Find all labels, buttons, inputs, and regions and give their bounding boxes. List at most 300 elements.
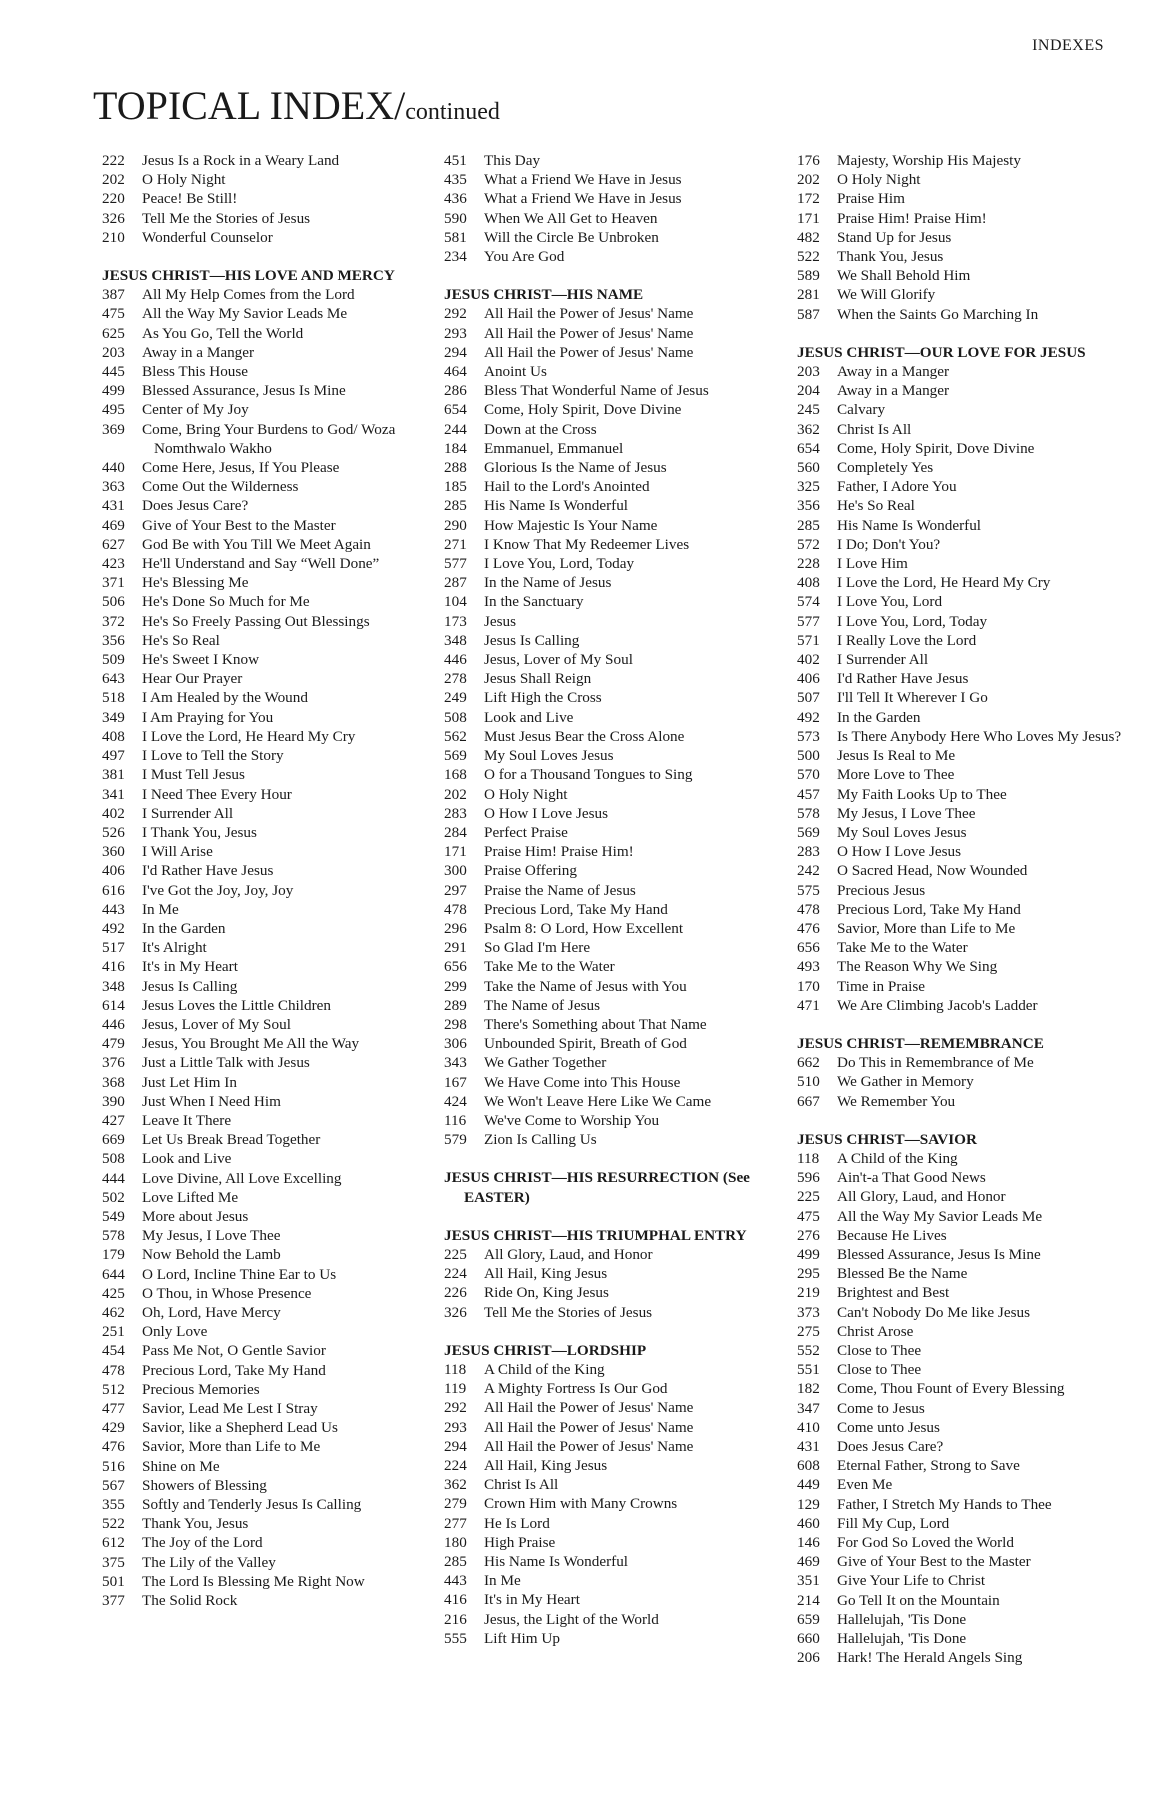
- index-entry: [797, 1092, 1142, 1111]
- hymn-number: 477: [102, 1400, 125, 1417]
- hymn-title: Just When I Need Him: [142, 1092, 281, 1110]
- index-section: [797, 343, 1142, 1015]
- hymn-number: 402: [102, 804, 125, 822]
- index-entry: [102, 1226, 432, 1245]
- index-entry: [444, 669, 774, 688]
- hymn-number: 579: [444, 1131, 467, 1149]
- hymn-title: I Surrender All: [837, 651, 929, 669]
- hymn-number: 299: [444, 977, 467, 995]
- hymn-title: Hear Our Prayer: [142, 670, 243, 688]
- index-entry: [444, 1456, 774, 1475]
- hymn-title: Jesus, the Light of the World: [484, 1610, 659, 1628]
- hymn-title: Take Me to the Water: [484, 958, 615, 976]
- index-entry: [102, 1341, 432, 1360]
- index-entry: [102, 420, 432, 458]
- index-entry: [102, 612, 432, 631]
- index-entry: [102, 727, 432, 746]
- index-entry: [102, 688, 432, 707]
- hymn-number: 656: [797, 939, 820, 957]
- hymn-title: Come, Bring Your Burdens to God/ Woza Nomthwalo Wakho: [142, 420, 396, 457]
- hymn-number: 278: [444, 670, 467, 688]
- hymn-number: 146: [797, 1534, 820, 1552]
- hymn-title: Take Me to the Water: [837, 939, 968, 957]
- hymn-title: Only Love: [142, 1323, 208, 1341]
- hymn-title: Let Us Break Bread Together: [142, 1131, 321, 1149]
- index-entry: [102, 1303, 432, 1322]
- entry-list: [797, 362, 1142, 1015]
- hymn-title: Now Behold the Lamb: [142, 1246, 281, 1264]
- index-entry: [102, 1265, 432, 1284]
- index-entry: [797, 592, 1142, 611]
- hymn-title: We Shall Behold Him: [837, 267, 971, 285]
- hymn-number: 225: [797, 1188, 820, 1206]
- hymn-title: Jesus Is Calling: [484, 631, 580, 649]
- hymn-title: Shine on Me: [142, 1457, 220, 1475]
- index-entry: [444, 228, 774, 247]
- index-entry: [102, 938, 432, 957]
- index-entry: [797, 688, 1142, 707]
- index-entry: [444, 247, 774, 266]
- index-entry: [102, 496, 432, 515]
- hymn-title: Savior, More than Life to Me: [837, 919, 1016, 937]
- hymn-title: Savior, Lead Me Lest I Stray: [142, 1400, 318, 1417]
- hymn-number: 173: [444, 612, 467, 630]
- hymn-title: The Joy of the Lord: [142, 1534, 263, 1552]
- hymn-number: 478: [444, 900, 467, 918]
- hymn-number: 443: [444, 1572, 467, 1590]
- index-entry: [102, 1533, 432, 1552]
- entry-list: [797, 1053, 1142, 1111]
- hymn-number: 129: [797, 1495, 820, 1513]
- hymn-title: All the Way My Savior Leads Me: [142, 305, 348, 323]
- hymn-number: 406: [102, 862, 125, 880]
- hymn-number: 445: [102, 363, 125, 381]
- index-entry: [444, 573, 774, 592]
- index-section: [444, 151, 774, 266]
- hymn-title: All Glory, Laud, and Honor: [484, 1245, 653, 1263]
- hymn-number: 373: [797, 1303, 820, 1321]
- index-entry: [102, 823, 432, 842]
- hymn-number: 185: [444, 478, 467, 496]
- index-entry: [444, 381, 774, 400]
- hymn-title: Lift Him Up: [484, 1629, 560, 1647]
- hymn-number: 478: [102, 1361, 125, 1379]
- hymn-number: 285: [444, 1553, 467, 1571]
- index-entry: [102, 189, 432, 208]
- hymn-number: 172: [797, 190, 820, 208]
- page-title-main: TOPICAL INDEX/: [93, 83, 406, 128]
- index-entry: [797, 1207, 1142, 1226]
- index-section: [797, 151, 1142, 324]
- index-entry: [102, 477, 432, 496]
- hymn-title: Give Your Life to Christ: [837, 1572, 986, 1590]
- index-entry: [797, 305, 1142, 324]
- index-entry: [797, 727, 1142, 746]
- hymn-number: 427: [102, 1111, 125, 1129]
- hymn-title: Close to Thee: [837, 1341, 922, 1359]
- index-entry: [797, 554, 1142, 573]
- hymn-number: 214: [797, 1591, 820, 1609]
- index-entry: [102, 746, 432, 765]
- index-section: [797, 1034, 1142, 1111]
- hymn-number: 104: [444, 593, 467, 611]
- hymn-number: 469: [797, 1553, 820, 1571]
- hymn-title: Psalm 8: O Lord, How Excellent: [484, 919, 684, 937]
- hymn-number: 549: [102, 1207, 125, 1225]
- hymn-title: I'd Rather Have Jesus: [837, 670, 969, 688]
- hymn-number: 406: [797, 670, 820, 688]
- index-entry: [444, 420, 774, 439]
- index-section: [102, 151, 432, 247]
- hymn-title: Can't Nobody Do Me like Jesus: [837, 1303, 1030, 1321]
- index-entry: [797, 1495, 1142, 1514]
- hymn-title: Jesus, Lover of My Soul: [142, 1015, 291, 1033]
- index-entry: [102, 861, 432, 880]
- hymn-title: We Have Come into This House: [484, 1073, 681, 1091]
- hymn-number: 226: [444, 1284, 467, 1302]
- hymn-title: Praise Offering: [484, 862, 577, 880]
- hymn-title: Jesus, You Brought Me All the Way: [142, 1035, 360, 1053]
- index-entry: [102, 1457, 432, 1476]
- index-entry: [102, 1207, 432, 1226]
- index-entry: [102, 285, 432, 304]
- hymn-number: 275: [797, 1322, 820, 1340]
- hymn-number: 410: [797, 1418, 820, 1436]
- hymn-number: 244: [444, 420, 467, 438]
- hymn-title: In the Garden: [142, 919, 226, 937]
- index-entry: [102, 381, 432, 400]
- hymn-number: 440: [102, 459, 125, 477]
- index-entry: [444, 1283, 774, 1302]
- hymn-number: 283: [797, 843, 820, 861]
- hymn-title: How Majestic Is Your Name: [484, 516, 658, 534]
- hymn-title: O How I Love Jesus: [484, 804, 609, 822]
- index-entry: [102, 765, 432, 784]
- index-entry: [797, 496, 1142, 515]
- hymn-title: Blessed Be the Name: [837, 1265, 968, 1283]
- hymn-title: All the Way My Savior Leads Me: [837, 1207, 1043, 1225]
- hymn-title: Praise Him! Praise Him!: [484, 843, 634, 861]
- hymn-title: Does Jesus Care?: [837, 1438, 944, 1455]
- hymn-title: I Am Praying for You: [142, 708, 274, 726]
- hymn-number: 356: [102, 631, 125, 649]
- hymn-number: 552: [797, 1341, 820, 1359]
- hymn-title: Even Me: [837, 1476, 893, 1494]
- index-entry: [102, 650, 432, 669]
- hymn-title: Hallelujah, 'Tis Done: [837, 1630, 967, 1648]
- hymn-number: 436: [444, 190, 467, 208]
- hymn-number: 285: [797, 516, 820, 534]
- index-entry: [444, 919, 774, 938]
- index-entry: [797, 228, 1142, 247]
- hymn-title: His Name Is Wonderful: [484, 1553, 629, 1571]
- hymn-number: 296: [444, 919, 467, 937]
- hymn-number: 118: [444, 1360, 467, 1378]
- hymn-title: We Gather Together: [484, 1054, 607, 1072]
- hymn-title: Thank You, Jesus: [837, 248, 944, 266]
- index-entry: [102, 170, 432, 189]
- hymn-title: Peace! Be Still!: [142, 190, 238, 208]
- hymn-number: 202: [797, 171, 820, 189]
- hymn-title: Christ Arose: [837, 1322, 914, 1340]
- hymn-title: It's Alright: [142, 939, 207, 957]
- section-heading: JESUS CHRIST—HIS LOVE AND MERCY: [102, 267, 395, 285]
- index-entry: [102, 977, 432, 996]
- hymn-number: 590: [444, 209, 467, 227]
- hymn-number: 660: [797, 1630, 820, 1648]
- hymn-number: 495: [102, 401, 125, 419]
- hymn-number: 293: [444, 324, 467, 342]
- index-entry: [797, 650, 1142, 669]
- hymn-title: My Jesus, I Love Thee: [142, 1227, 281, 1245]
- hymn-title: Because He Lives: [837, 1226, 947, 1244]
- hymn-title: I Thank You, Jesus: [142, 823, 257, 841]
- hymn-number: 589: [797, 267, 820, 285]
- hymn-title: Away in a Manger: [837, 363, 950, 381]
- index-entry: [444, 746, 774, 765]
- index-entry: [797, 1418, 1142, 1437]
- hymn-number: 500: [797, 747, 820, 765]
- hymn-number: 326: [444, 1303, 467, 1321]
- index-section: [102, 266, 432, 1610]
- index-entry: [797, 804, 1142, 823]
- hymn-title: Go Tell It on the Mountain: [837, 1591, 1000, 1609]
- hymn-number: 492: [797, 708, 820, 726]
- index-section: [444, 1341, 774, 1648]
- hymn-number: 219: [797, 1284, 820, 1302]
- hymn-title: The Solid Rock: [142, 1592, 238, 1610]
- hymn-title: Look and Live: [484, 708, 574, 726]
- hymn-number: 612: [102, 1534, 125, 1552]
- hymn-number: 343: [444, 1054, 467, 1072]
- hymn-number: 286: [444, 382, 467, 400]
- index-entry: [797, 1360, 1142, 1379]
- hymn-number: 462: [102, 1303, 125, 1321]
- index-entry: [444, 324, 774, 343]
- hymn-number: 294: [444, 343, 467, 361]
- hymn-title: In the Name of Jesus: [484, 574, 612, 592]
- index-column-2: [444, 151, 774, 1648]
- hymn-number: 577: [444, 555, 467, 573]
- index-entry: [444, 170, 774, 189]
- hymn-title: Away in a Manger: [837, 382, 950, 400]
- index-entry: [797, 266, 1142, 285]
- index-entry: [797, 381, 1142, 400]
- index-entry: [797, 746, 1142, 765]
- hymn-number: 625: [102, 324, 125, 342]
- index-entry: [444, 458, 774, 477]
- hymn-number: 167: [444, 1073, 467, 1091]
- index-entry: [444, 938, 774, 957]
- hymn-title: Pass Me Not, O Gentle Savior: [142, 1342, 326, 1360]
- index-entry: [797, 209, 1142, 228]
- hymn-title: Jesus Shall Reign: [484, 670, 592, 688]
- hymn-number: 184: [444, 439, 467, 457]
- hymn-number: 203: [102, 343, 125, 361]
- hymn-number: 516: [102, 1457, 125, 1475]
- hymn-number: 512: [102, 1380, 125, 1398]
- hymn-number: 451: [444, 152, 467, 169]
- hymn-title: Tell Me the Stories of Jesus: [484, 1303, 653, 1321]
- hymn-number: 614: [102, 996, 125, 1014]
- index-entry: [444, 477, 774, 496]
- index-entry: [444, 343, 774, 362]
- hymn-title: Christ Is All: [484, 1476, 559, 1494]
- index-entry: [102, 631, 432, 650]
- index-entry: [797, 170, 1142, 189]
- index-entry: [797, 1399, 1142, 1418]
- index-entry: [444, 650, 774, 669]
- hymn-number: 245: [797, 401, 820, 419]
- hymn-title: His Name Is Wonderful: [837, 516, 982, 534]
- hymn-number: 234: [444, 248, 467, 266]
- entry-list: [797, 151, 1142, 324]
- entry-list: [102, 151, 432, 247]
- hymn-number: 182: [797, 1380, 820, 1398]
- index-section: [444, 285, 774, 1149]
- index-entry: [444, 842, 774, 861]
- hymn-title: O Holy Night: [142, 171, 226, 189]
- hymn-number: 587: [797, 305, 820, 323]
- hymn-number: 283: [444, 804, 467, 822]
- hymn-title: We Remember You: [837, 1092, 956, 1110]
- hymn-number: 371: [102, 574, 125, 592]
- hymn-title: Love Divine, All Love Excelling: [142, 1169, 342, 1187]
- hymn-title: Jesus Is Real to Me: [837, 747, 956, 765]
- hymn-title: He's Done So Much for Me: [142, 593, 310, 611]
- hymn-title: Come unto Jesus: [837, 1418, 940, 1436]
- index-entry: [797, 1379, 1142, 1398]
- hymn-title: O How I Love Jesus: [837, 843, 962, 861]
- hymn-number: 368: [102, 1073, 125, 1091]
- hymn-number: 171: [444, 843, 467, 861]
- hymn-number: 469: [102, 516, 125, 534]
- index-section: [444, 1226, 774, 1322]
- hymn-title: High Praise: [484, 1533, 556, 1551]
- hymn-title: There's Something about That Name: [484, 1015, 707, 1033]
- index-entry: [797, 362, 1142, 381]
- hymn-title: I Surrender All: [142, 804, 234, 822]
- index-entry: [102, 343, 432, 362]
- hymn-number: 581: [444, 228, 467, 246]
- index-entry: [797, 1226, 1142, 1245]
- index-entry: [797, 823, 1142, 842]
- hymn-number: 360: [102, 843, 125, 861]
- hymn-number: 416: [444, 1591, 467, 1609]
- hymn-number: 659: [797, 1610, 820, 1628]
- index-entry: [102, 1130, 432, 1149]
- hymn-number: 349: [102, 708, 125, 726]
- hymn-title: All Glory, Laud, and Honor: [837, 1188, 1006, 1206]
- hymn-title: Father, I Stretch My Hands to Thee: [837, 1495, 1052, 1513]
- hymn-number: 479: [102, 1035, 125, 1053]
- index-entry: [102, 708, 432, 727]
- hymn-title: Completely Yes: [837, 459, 934, 477]
- index-entry: [797, 285, 1142, 304]
- hymn-title: Close to Thee: [837, 1361, 922, 1379]
- index-entry: [797, 1533, 1142, 1552]
- hymn-title: Precious Lord, Take My Hand: [142, 1361, 326, 1379]
- index-entry: [797, 1610, 1142, 1629]
- index-entry: [797, 1168, 1142, 1187]
- hymn-title: He'll Understand and Say “Well Done”: [142, 555, 380, 573]
- hymn-number: 431: [797, 1438, 820, 1455]
- hymn-number: 363: [102, 478, 125, 496]
- index-entry: [102, 1380, 432, 1399]
- hymn-title: Will the Circle Be Unbroken: [484, 228, 659, 246]
- hymn-title: Calvary: [837, 401, 886, 419]
- hymn-title: Come, Holy Spirit, Dove Divine: [837, 439, 1035, 457]
- index-entry: [102, 592, 432, 611]
- index-entry: [444, 516, 774, 535]
- hymn-number: 224: [444, 1265, 467, 1283]
- index-entry: [444, 804, 774, 823]
- hymn-title: It's in My Heart: [484, 1591, 580, 1609]
- index-entry: [444, 900, 774, 919]
- hymn-title: What a Friend We Have in Jesus: [484, 190, 682, 208]
- hymn-number: 492: [102, 919, 125, 937]
- hymn-title: More Love to Thee: [837, 766, 955, 784]
- hymn-title: I Must Tell Jesus: [142, 766, 245, 784]
- hymn-number: 202: [102, 171, 125, 189]
- index-entry: [797, 938, 1142, 957]
- hymn-title: Unbounded Spirit, Breath of God: [484, 1035, 687, 1053]
- hymn-number: 356: [797, 497, 820, 515]
- index-entry: [444, 1073, 774, 1092]
- hymn-title: All Hail the Power of Jesus' Name: [484, 324, 694, 342]
- index-entry: [444, 977, 774, 996]
- index-entry: [444, 1629, 774, 1648]
- index-entry: [102, 1476, 432, 1495]
- hymn-number: 475: [102, 305, 125, 323]
- hymn-number: 377: [102, 1592, 125, 1610]
- hymn-number: 444: [102, 1169, 125, 1187]
- hymn-title: O Thou, in Whose Presence: [142, 1284, 312, 1302]
- hymn-number: 578: [102, 1227, 125, 1245]
- hymn-title: A Mighty Fortress Is Our God: [484, 1380, 668, 1398]
- hymn-title: All Hail the Power of Jesus' Name: [484, 1437, 694, 1455]
- index-entry: [102, 1591, 432, 1610]
- hymn-number: 518: [102, 689, 125, 707]
- hymn-number: 457: [797, 785, 820, 803]
- hymn-title: Praise Him: [837, 190, 905, 208]
- hymn-number: 501: [102, 1572, 125, 1590]
- entry-list: [102, 285, 432, 1610]
- hymn-title: O Holy Night: [484, 785, 568, 803]
- index-entry: [797, 1072, 1142, 1091]
- hymn-title: All Hail, King Jesus: [484, 1265, 608, 1283]
- hymn-number: 288: [444, 459, 467, 477]
- hymn-number: 423: [102, 555, 125, 573]
- hymn-title: Is There Anybody Here Who Loves My Jesus?: [837, 727, 1122, 745]
- hymn-title: My Jesus, I Love Thee: [837, 804, 976, 822]
- hymn-title: Jesus, Lover of My Soul: [484, 651, 633, 669]
- hymn-number: 478: [797, 900, 820, 918]
- hymn-number: 476: [102, 1438, 125, 1456]
- hymn-number: 203: [797, 363, 820, 381]
- index-entry: [444, 554, 774, 573]
- page-title-suffix: continued: [405, 99, 500, 125]
- running-head: INDEXES: [1032, 37, 1104, 54]
- index-entry: [444, 209, 774, 228]
- index-entry: [797, 1283, 1142, 1302]
- hymn-number: 362: [444, 1476, 467, 1494]
- index-entry: [102, 842, 432, 861]
- hymn-title: I've Got the Joy, Joy, Joy: [142, 881, 294, 899]
- hymn-title: Emmanuel, Emmanuel: [484, 439, 624, 457]
- hymn-title: Blessed Assurance, Jesus Is Mine: [837, 1245, 1041, 1263]
- index-entry: [797, 1341, 1142, 1360]
